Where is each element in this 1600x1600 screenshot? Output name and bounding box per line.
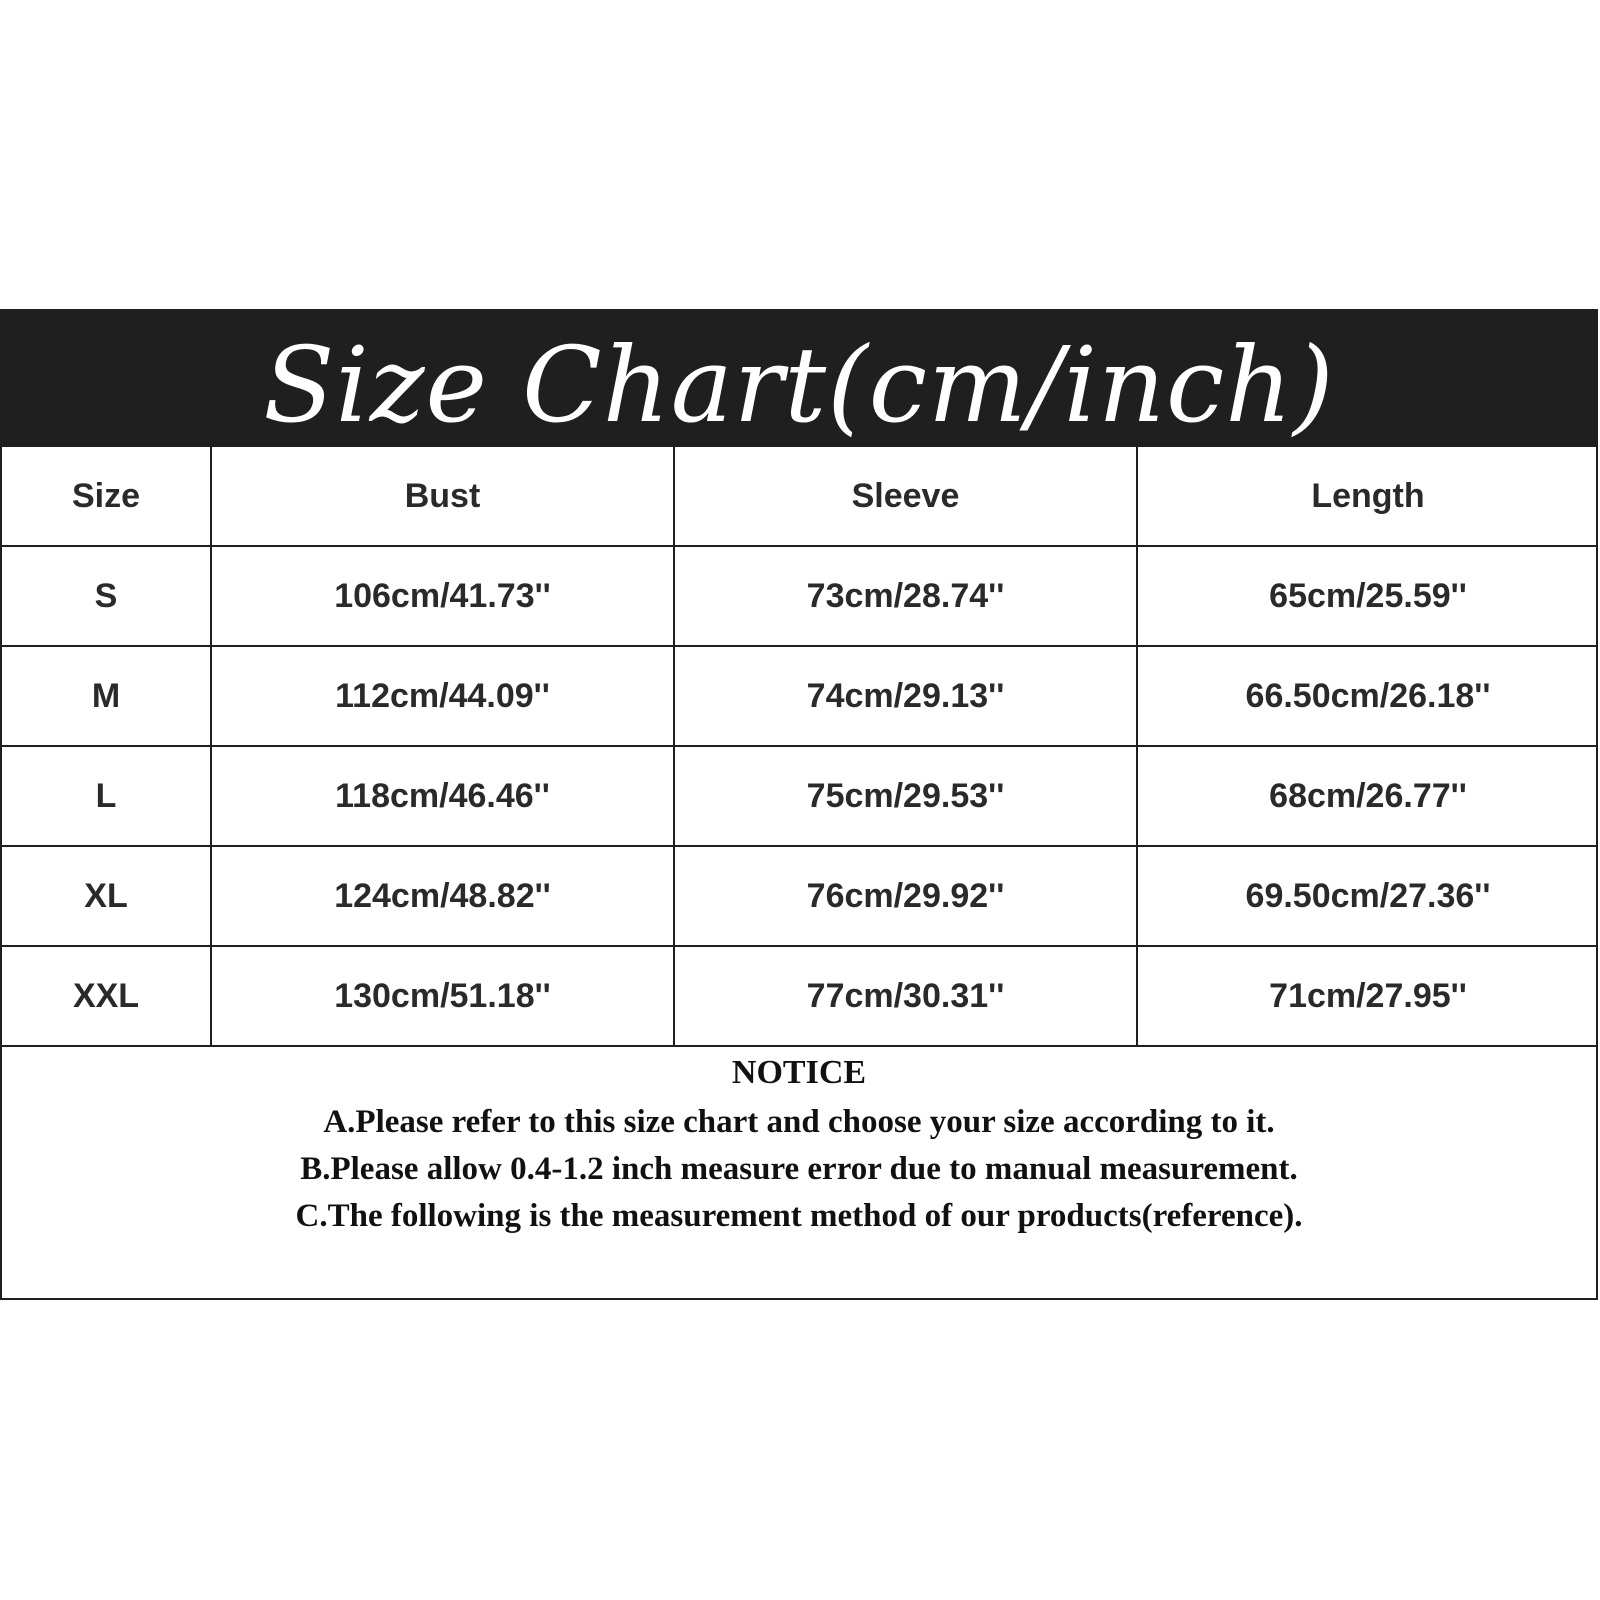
notice-title: NOTICE: [731, 1054, 867, 1091]
bust-cell: 124cm/48.82'': [211, 846, 674, 946]
header-row: [2, 446, 1598, 546]
header-sleeve: Sleeve: [674, 446, 1137, 546]
bust-cell: 130cm/51.18'': [211, 946, 674, 1046]
length-cell: 66.50cm/26.18'': [1137, 646, 1598, 746]
table-row: [2, 746, 1598, 846]
sleeve-cell: 76cm/29.92'': [674, 846, 1137, 946]
table-row: [2, 546, 1598, 646]
size-cell: XXL: [2, 946, 211, 1046]
header-length: Length: [1137, 446, 1598, 546]
header-size: Size: [2, 446, 211, 546]
sleeve-cell: 75cm/29.53'': [674, 746, 1137, 846]
sleeve-cell: 73cm/28.74'': [674, 546, 1137, 646]
table-row: [2, 646, 1598, 746]
size-table: [2, 445, 1598, 1047]
table-row: [2, 846, 1598, 946]
header-bust: Bust: [211, 446, 674, 546]
length-cell: 68cm/26.77'': [1137, 746, 1598, 846]
chart-title: Size Chart(cm/inch): [263, 324, 1335, 446]
size-chart: [0, 309, 1598, 1300]
length-cell: 71cm/27.95'': [1137, 946, 1598, 1046]
size-cell: L: [2, 746, 211, 846]
size-cell: S: [2, 546, 211, 646]
notice-line-b: B.Please allow 0.4-1.2 inch measure error due to manual measurement.: [300, 1151, 1298, 1187]
length-cell: 69.50cm/27.36'': [1137, 846, 1598, 946]
notice-line-c: C.The following is the measurement method of our products(reference).: [295, 1198, 1303, 1234]
size-cell: M: [2, 646, 211, 746]
title-banner: [2, 311, 1596, 445]
sleeve-cell: 77cm/30.31'': [674, 946, 1137, 1046]
table-row: [2, 946, 1598, 1046]
bust-cell: 118cm/46.46'': [211, 746, 674, 846]
length-cell: 65cm/25.59'': [1137, 546, 1598, 646]
bust-cell: 106cm/41.73'': [211, 546, 674, 646]
size-cell: XL: [2, 846, 211, 946]
bust-cell: 112cm/44.09'': [211, 646, 674, 746]
sleeve-cell: 74cm/29.13'': [674, 646, 1137, 746]
notice-line-a: A.Please refer to this size chart and choose your size according to it.: [323, 1104, 1275, 1140]
notice-section: [2, 1047, 1596, 1298]
